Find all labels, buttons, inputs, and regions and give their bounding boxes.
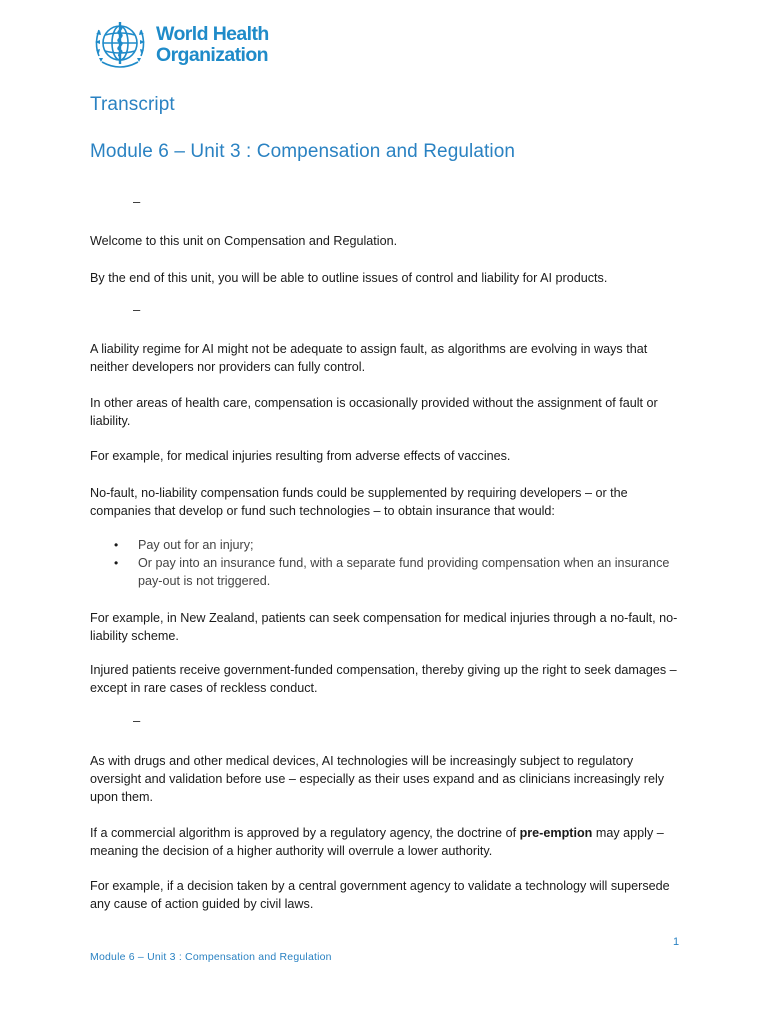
- footer-running-title: Module 6 – Unit 3 : Compensation and Regulation: [90, 951, 332, 963]
- pre-emption-text-end: may apply – meaning the decision of a higher authority will overrule a lower authority.: [90, 826, 664, 858]
- paragraph-no-fault-funds: No-fault, no-liability compensation funds could be supplemented by requiring developers – or the companies that develop or fund such technologies – to obtain insurance that would:: [90, 486, 628, 518]
- section-separator: –: [133, 713, 141, 728]
- insurance-bullet-list: [90, 536, 680, 590]
- bullet-icon: •: [114, 556, 119, 570]
- paragraph-vaccines: For example, for medical injuries resulting from adverse effects of vaccines.: [90, 449, 511, 463]
- who-wordmark: [156, 24, 269, 66]
- paragraph-liability-regime: A liability regime for AI might not be adequate to assign fault, as algorithms are evolving in ways that neither developers nor providers can fully control.: [90, 342, 648, 374]
- paragraph-injured-patients: Injured patients receive government-funded compensation, thereby giving up the right to seek damages – except in rare cases of reckless conduct.: [90, 663, 677, 695]
- document-label: Transcript: [90, 94, 175, 115]
- paragraph-pre-emption: [90, 824, 680, 860]
- paragraph-welcome: Welcome to this unit on Compensation and Regulation.: [90, 234, 398, 248]
- paragraph-objective: By the end of this unit, you will be able to outline issues of control and liability for AI products.: [90, 271, 608, 285]
- list-item: [90, 536, 680, 554]
- bullet-icon: •: [114, 538, 119, 552]
- paragraph-central-agency: For example, if a decision taken by a central government agency to validate a technology will supersede any cause of action guided by civil laws.: [90, 879, 670, 911]
- section-separator: –: [133, 194, 141, 209]
- section-separator: –: [133, 302, 141, 317]
- pre-emption-text-start: If a commercial algorithm is approved by a regulatory agency, the doctrine of: [90, 826, 520, 840]
- paragraph-other-areas: In other areas of health care, compensation is occasionally provided without the assignment of fault or liability.: [90, 396, 658, 428]
- pre-emption-term: pre-emption: [519, 826, 593, 840]
- paragraph-new-zealand: For example, in New Zealand, patients can seek compensation for medical injuries through a no-fault, no-liability scheme.: [90, 611, 678, 643]
- who-emblem-icon: [90, 16, 150, 74]
- logo-line-1: World Health: [156, 23, 269, 45]
- page-number: 1: [673, 936, 680, 948]
- list-item-text: Pay out for an injury;: [138, 538, 254, 552]
- paragraph-regulatory-oversight: As with drugs and other medical devices, AI technologies will be increasingly subject to regulatory oversight and validation before use – especially as their uses expand and as clinicians increasingly rely upon them.: [90, 754, 665, 804]
- list-item-text: Or pay into an insurance fund, with a separate fund providing compensation when an insurance pay-out is not triggered.: [138, 556, 670, 588]
- who-logo: [90, 16, 269, 74]
- list-item: [90, 554, 680, 590]
- page-title: Module 6 – Unit 3 : Compensation and Regulation: [90, 141, 516, 162]
- logo-line-2: Organization: [156, 44, 268, 66]
